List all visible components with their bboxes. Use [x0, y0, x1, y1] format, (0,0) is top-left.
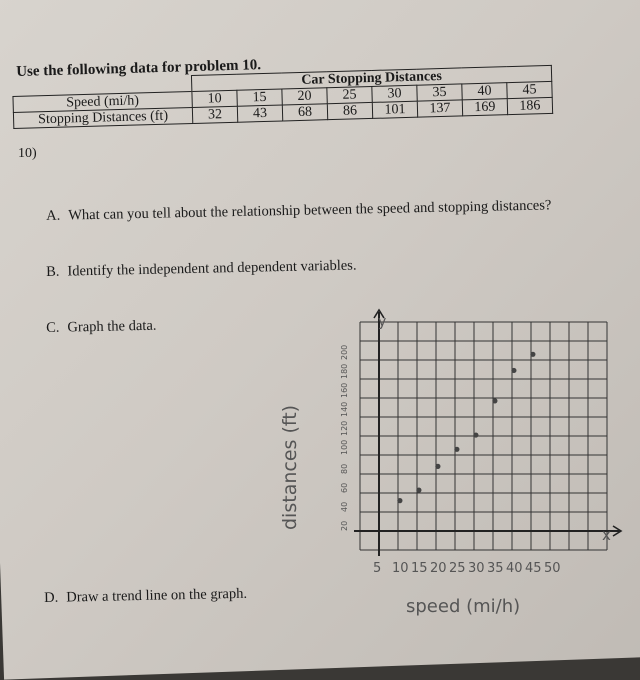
question-b-text: Identify the independent and dependent variables. [67, 257, 357, 280]
data-point [397, 498, 402, 503]
x-tick-label: 40 [506, 561, 523, 576]
speed-cell: 40 [462, 83, 507, 100]
speed-cell: 15 [237, 89, 282, 106]
x-tick-label: 10 [392, 561, 409, 576]
y-tick-label: 140 [340, 401, 349, 417]
y-axis-letter: y [378, 314, 387, 330]
distance-cell: 137 [417, 100, 462, 117]
distance-cell: 101 [372, 101, 417, 118]
graph-axes [354, 310, 621, 556]
x-axis-letter: x [602, 526, 611, 544]
data-point [454, 447, 459, 452]
y-tick-label: 20 [340, 520, 349, 531]
speed-cell: 45 [507, 81, 552, 98]
x-tick-label: 45 [525, 561, 542, 576]
question-d [44, 586, 247, 607]
question-d-letter: D. [44, 589, 59, 606]
data-point [492, 398, 497, 403]
question-b [46, 257, 357, 280]
y-tick-label: 200 [340, 344, 349, 360]
distance-cell: 186 [507, 97, 552, 114]
data-point [530, 352, 535, 357]
data-point [511, 368, 516, 373]
y-tick-label: 100 [340, 439, 349, 455]
speed-row-label: Speed (mi/h) [13, 91, 192, 112]
question-c-text: Graph the data. [67, 317, 157, 336]
graph-points [397, 352, 535, 504]
distance-cell: 68 [282, 104, 327, 121]
x-tick-label: 20 [430, 561, 447, 576]
x-tick-label: 50 [544, 561, 561, 576]
data-point [435, 464, 440, 469]
data-point [473, 432, 478, 437]
speed-cell: 25 [327, 86, 372, 103]
distance-cell: 86 [327, 102, 372, 119]
y-tick-label: 80 [340, 463, 349, 474]
table-caption: Car Stopping Distances [191, 65, 551, 91]
question-d-text: Draw a trend line on the graph. [66, 585, 248, 606]
question-c-letter: C. [46, 319, 60, 336]
speed-cell: 30 [372, 85, 417, 102]
y-tick-label: 180 [340, 363, 349, 379]
problem-heading: Use the following data for problem 10. [16, 57, 262, 80]
speed-cell: 35 [417, 84, 462, 101]
y-tick-label: 120 [340, 420, 349, 436]
distance-cell: 169 [462, 99, 507, 116]
y-tick-label: 60 [340, 482, 349, 493]
speed-cell: 10 [192, 90, 237, 107]
question-b-letter: B. [46, 263, 60, 280]
problem-number: 10) [18, 146, 37, 161]
data-point [416, 488, 421, 493]
x-tick-label: 15 [411, 561, 428, 576]
x-tick-label: 25 [449, 561, 466, 576]
y-axis-title: distances (ft) [279, 404, 301, 530]
x-tick-label: 35 [487, 561, 504, 576]
scatter-graph [250, 300, 630, 620]
distance-cell: 32 [192, 106, 237, 123]
speed-cell: 20 [282, 88, 327, 105]
x-tick-label: 5 [373, 561, 382, 576]
x-axis-title: speed (mi/h) [406, 596, 521, 617]
y-tick-label: 40 [340, 501, 349, 512]
graph-grid [360, 322, 607, 550]
distance-row-label: Stopping Distances (ft) [13, 107, 192, 128]
question-a-letter: A. [46, 207, 61, 224]
question-c [46, 318, 157, 337]
question-a-text: What can you tell about the relationship between the speed and stopping distances? [68, 197, 552, 224]
x-tick-label: 30 [468, 561, 485, 576]
y-tick-label: 160 [340, 382, 349, 398]
distance-cell: 43 [237, 105, 282, 122]
question-a [46, 197, 552, 225]
